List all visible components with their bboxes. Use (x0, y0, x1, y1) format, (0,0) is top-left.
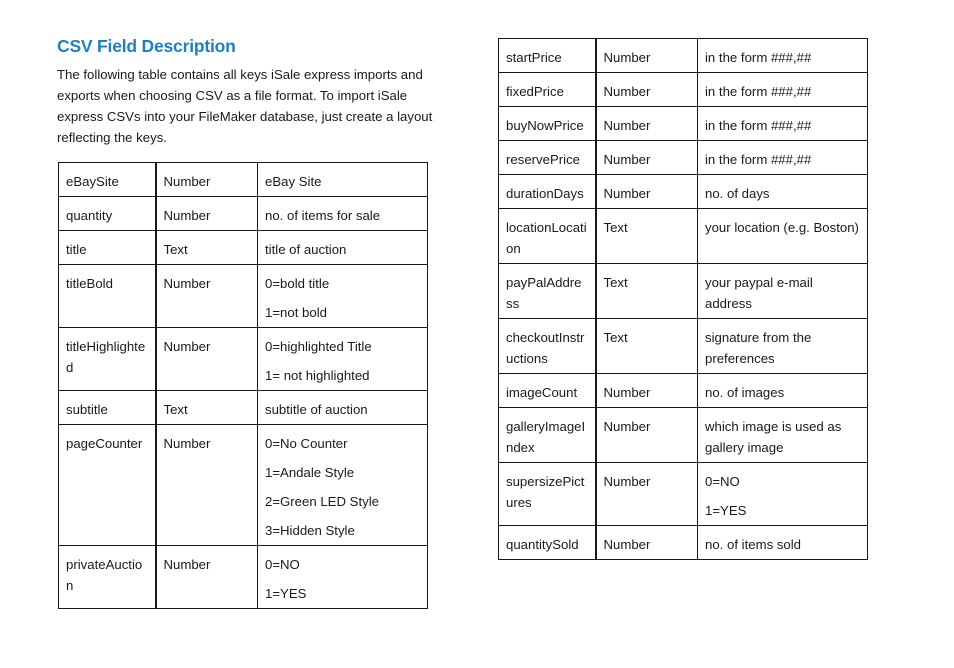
field-description (698, 526, 868, 560)
description-line: in the form ###,## (705, 152, 812, 167)
field-key: eBaySite (59, 163, 156, 197)
description-line: 0=bold title (265, 276, 330, 291)
field-key: startPrice (499, 39, 596, 73)
description-line: 1=YES (265, 586, 307, 601)
table-row (499, 526, 868, 560)
field-key: quantitySold (499, 526, 596, 560)
csv-field-table-left (58, 162, 428, 609)
field-key: title (59, 231, 156, 265)
description-line: 3=Hidden Style (265, 523, 355, 538)
field-description (698, 319, 868, 374)
field-description (698, 463, 868, 526)
table-row (499, 209, 868, 264)
field-type: Number (596, 39, 698, 73)
field-description (258, 328, 428, 391)
field-description (258, 265, 428, 328)
csv-field-table-right (498, 38, 868, 560)
table-row (59, 391, 428, 425)
table-row (499, 107, 868, 141)
description-line: your location (e.g. Boston) (705, 220, 859, 235)
field-description (698, 408, 868, 463)
description-line: no. of images (705, 385, 785, 400)
intro-paragraph: The following table contains all keys iSale express imports and exports when choosing CSV as a file format. To import iSale express CSVs into your FileMaker database, just create a layout reflecting the keys. (57, 67, 433, 145)
field-key: pageCounter (59, 425, 156, 546)
table-row (499, 319, 868, 374)
field-description (698, 374, 868, 408)
description-line: no. of items for sale (265, 208, 381, 223)
description-line: 2=Green LED Style (265, 494, 379, 509)
description-line: 0=NO (265, 557, 300, 572)
description-line: 0=NO (705, 474, 740, 489)
field-type: Number (596, 526, 698, 560)
field-type: Number (156, 546, 258, 609)
table-row (499, 374, 868, 408)
field-description (698, 141, 868, 175)
table-row (59, 328, 428, 391)
field-type: Number (596, 73, 698, 107)
field-key: privateAuction (59, 546, 156, 609)
section-title: CSV Field Description (57, 36, 236, 56)
description-line: 1=not bold (265, 305, 327, 320)
field-type: Text (596, 209, 698, 264)
table-row (499, 141, 868, 175)
field-type: Number (596, 408, 698, 463)
table-row (499, 73, 868, 107)
table-row (499, 264, 868, 319)
field-key: supersizePictures (499, 463, 596, 526)
table-row (59, 231, 428, 265)
description-line: 1=Andale Style (265, 465, 355, 480)
field-description (698, 107, 868, 141)
table-row (59, 163, 428, 197)
field-description (258, 425, 428, 546)
field-type: Number (596, 463, 698, 526)
description-line: in the form ###,## (705, 50, 812, 65)
table-row (59, 265, 428, 328)
table-row (59, 197, 428, 231)
field-type: Number (156, 425, 258, 546)
field-description (698, 209, 868, 264)
field-type: Number (156, 265, 258, 328)
field-type: Number (596, 141, 698, 175)
field-key: subtitle (59, 391, 156, 425)
description-line: no. of items sold (705, 537, 802, 552)
field-key: galleryImageIndex (499, 408, 596, 463)
field-type: Text (596, 264, 698, 319)
field-type: Text (156, 231, 258, 265)
field-key: imageCount (499, 374, 596, 408)
description-line: 0=highlighted Title (265, 339, 372, 354)
field-description (258, 391, 428, 425)
field-type: Number (156, 163, 258, 197)
field-type: Number (596, 175, 698, 209)
table-row (499, 463, 868, 526)
description-line: in the form ###,## (705, 118, 812, 133)
field-key: quantity (59, 197, 156, 231)
field-key: reservePrice (499, 141, 596, 175)
field-description (258, 231, 428, 265)
description-line: subtitle of auction (265, 402, 368, 417)
field-description (698, 39, 868, 73)
field-description (698, 175, 868, 209)
field-key: titleHighlighted (59, 328, 156, 391)
description-line: in the form ###,## (705, 84, 812, 99)
description-line: eBay Site (265, 174, 322, 189)
field-type: Text (156, 391, 258, 425)
field-key: payPalAddress (499, 264, 596, 319)
field-type: Text (596, 319, 698, 374)
field-type: Number (596, 107, 698, 141)
field-description (258, 163, 428, 197)
field-type: Number (156, 197, 258, 231)
table-row (59, 425, 428, 546)
table-row (59, 546, 428, 609)
field-type: Number (156, 328, 258, 391)
description-line: title of auction (265, 242, 347, 257)
description-line: 1= not highlighted (265, 368, 370, 383)
field-key: locationLocation (499, 209, 596, 264)
description-line: 0=No Counter (265, 436, 348, 451)
description-line: 1=YES (705, 503, 747, 518)
description-line: signature from the preferences (705, 330, 812, 366)
table-row (499, 39, 868, 73)
table-row (499, 408, 868, 463)
table-row (499, 175, 868, 209)
field-key: checkoutInstructions (499, 319, 596, 374)
description-line: your paypal e-mail address (705, 275, 813, 311)
field-description (258, 546, 428, 609)
field-key: durationDays (499, 175, 596, 209)
description-line: which image is used as gallery image (705, 419, 842, 455)
field-description (698, 73, 868, 107)
field-key: buyNowPrice (499, 107, 596, 141)
field-key: titleBold (59, 265, 156, 328)
description-line: no. of days (705, 186, 770, 201)
field-description (698, 264, 868, 319)
field-description (258, 197, 428, 231)
field-key: fixedPrice (499, 73, 596, 107)
field-type: Number (596, 374, 698, 408)
